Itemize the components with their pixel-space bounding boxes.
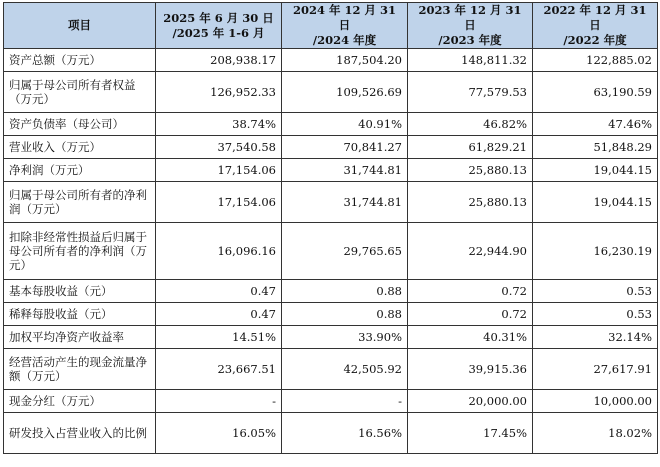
cell-value: 70,841.27 bbox=[282, 136, 408, 159]
cell-value: 23,667.51 bbox=[156, 349, 282, 390]
cell-value: 0.88 bbox=[282, 280, 408, 303]
header-line: 2024 年 12 月 31 日 bbox=[292, 3, 397, 32]
cell-value: 39,915.36 bbox=[408, 349, 533, 390]
cell-value: 14.51% bbox=[156, 326, 282, 349]
cell-value: 29,765.65 bbox=[282, 223, 408, 280]
cell-value: 40.31% bbox=[408, 326, 533, 349]
cell-value: 187,504.20 bbox=[282, 49, 408, 72]
table-row-debt-ratio bbox=[4, 113, 658, 136]
cell-value: 17,154.06 bbox=[156, 159, 282, 182]
table-body bbox=[4, 49, 658, 454]
table-row-cash-dividend bbox=[4, 390, 658, 413]
cell-value: 0.72 bbox=[408, 280, 533, 303]
row-label: 现金分红（万元） bbox=[4, 390, 156, 413]
table-row-revenue bbox=[4, 136, 658, 159]
header-item bbox=[4, 3, 156, 49]
cell-value: 46.82% bbox=[408, 113, 533, 136]
cell-value: 77,579.53 bbox=[408, 72, 533, 113]
financial-summary-table-container bbox=[3, 2, 657, 454]
cell-value: 31,744.81 bbox=[282, 159, 408, 182]
row-label: 基本每股收益（元） bbox=[4, 280, 156, 303]
header-line: 2025 年 6 月 30 日 bbox=[163, 10, 274, 25]
table-row-total-assets bbox=[4, 49, 658, 72]
table-row-diluted-eps bbox=[4, 303, 658, 326]
header-line: /2023 年度 bbox=[438, 33, 502, 47]
row-label: 加权平均净资产收益率 bbox=[4, 326, 156, 349]
row-label: 研发投入占营业收入的比例 bbox=[4, 413, 156, 454]
cell-value: 0.53 bbox=[533, 303, 658, 326]
cell-value: 17,154.06 bbox=[156, 182, 282, 223]
table-row-adjusted-net-profit bbox=[4, 223, 658, 280]
table-row-net-profit bbox=[4, 159, 658, 182]
header-period-2024 bbox=[282, 3, 408, 49]
table-header bbox=[4, 3, 658, 49]
row-label: 资产总额（万元） bbox=[4, 49, 156, 72]
cell-value: 27,617.91 bbox=[533, 349, 658, 390]
row-label: 稀释每股收益（元） bbox=[4, 303, 156, 326]
cell-value: 42,505.92 bbox=[282, 349, 408, 390]
row-label: 净利润（万元） bbox=[4, 159, 156, 182]
header-line: 2022 年 12 月 31 日 bbox=[543, 3, 647, 32]
cell-value: 37,540.58 bbox=[156, 136, 282, 159]
cell-value: 63,190.59 bbox=[533, 72, 658, 113]
row-label: 归属于母公司所有者的净利润（万元） bbox=[4, 182, 156, 223]
header-row bbox=[4, 3, 658, 49]
table-row-rd-ratio bbox=[4, 413, 658, 454]
cell-value: 51,848.29 bbox=[533, 136, 658, 159]
header-line: /2024 年度 bbox=[312, 33, 377, 47]
header-line: 2023 年 12 月 31 日 bbox=[418, 3, 522, 32]
cell-value: 0.72 bbox=[408, 303, 533, 326]
cell-value: 109,526.69 bbox=[282, 72, 408, 113]
cell-value: 38.74% bbox=[156, 113, 282, 136]
cell-value: 17.45% bbox=[408, 413, 533, 454]
row-label: 经营活动产生的现金流量净额（万元） bbox=[4, 349, 156, 390]
header-period-2022 bbox=[533, 3, 658, 49]
cell-value: 148,811.32 bbox=[408, 49, 533, 72]
cell-value: 122,885.02 bbox=[533, 49, 658, 72]
cell-value: 0.88 bbox=[282, 303, 408, 326]
cell-value: 31,744.81 bbox=[282, 182, 408, 223]
cell-value: 0.47 bbox=[156, 280, 282, 303]
cell-value: 47.46% bbox=[533, 113, 658, 136]
table-row-operating-cash-flow bbox=[4, 349, 658, 390]
cell-value: - bbox=[156, 390, 282, 413]
cell-value: 25,880.13 bbox=[408, 159, 533, 182]
table-row-parent-net-profit bbox=[4, 182, 658, 223]
cell-value: 25,880.13 bbox=[408, 182, 533, 223]
cell-value: 18.02% bbox=[533, 413, 658, 454]
cell-value: 126,952.33 bbox=[156, 72, 282, 113]
cell-value: 61,829.21 bbox=[408, 136, 533, 159]
cell-value: 208,938.17 bbox=[156, 49, 282, 72]
row-label: 营业收入（万元） bbox=[4, 136, 156, 159]
cell-value: 0.53 bbox=[533, 280, 658, 303]
cell-value: 0.47 bbox=[156, 303, 282, 326]
cell-value: - bbox=[282, 390, 408, 413]
row-label: 归属于母公司所有者权益（万元） bbox=[4, 72, 156, 113]
table-row-parent-equity bbox=[4, 72, 658, 113]
cell-value: 19,044.15 bbox=[533, 182, 658, 223]
cell-value: 16,230.19 bbox=[533, 223, 658, 280]
cell-value: 33.90% bbox=[282, 326, 408, 349]
row-label: 扣除非经常性损益后归属于母公司所有者的净利润（万元） bbox=[4, 223, 156, 280]
cell-value: 19,044.15 bbox=[533, 159, 658, 182]
header-line: /2025 年 1-6 月 bbox=[172, 25, 265, 40]
header-line: /2022 年度 bbox=[563, 33, 627, 47]
cell-value: 16.05% bbox=[156, 413, 282, 454]
financial-summary-table bbox=[3, 2, 658, 454]
cell-value: 20,000.00 bbox=[408, 390, 533, 413]
cell-value: 32.14% bbox=[533, 326, 658, 349]
cell-value: 10,000.00 bbox=[533, 390, 658, 413]
table-row-basic-eps bbox=[4, 280, 658, 303]
cell-value: 40.91% bbox=[282, 113, 408, 136]
header-period-2025h1 bbox=[156, 3, 282, 49]
cell-value: 16,096.16 bbox=[156, 223, 282, 280]
cell-value: 16.56% bbox=[282, 413, 408, 454]
header-period-2023 bbox=[408, 3, 533, 49]
row-label: 资产负债率（母公司） bbox=[4, 113, 156, 136]
header-line: 项目 bbox=[68, 18, 91, 32]
cell-value: 22,944.90 bbox=[408, 223, 533, 280]
table-row-weighted-roe bbox=[4, 326, 658, 349]
